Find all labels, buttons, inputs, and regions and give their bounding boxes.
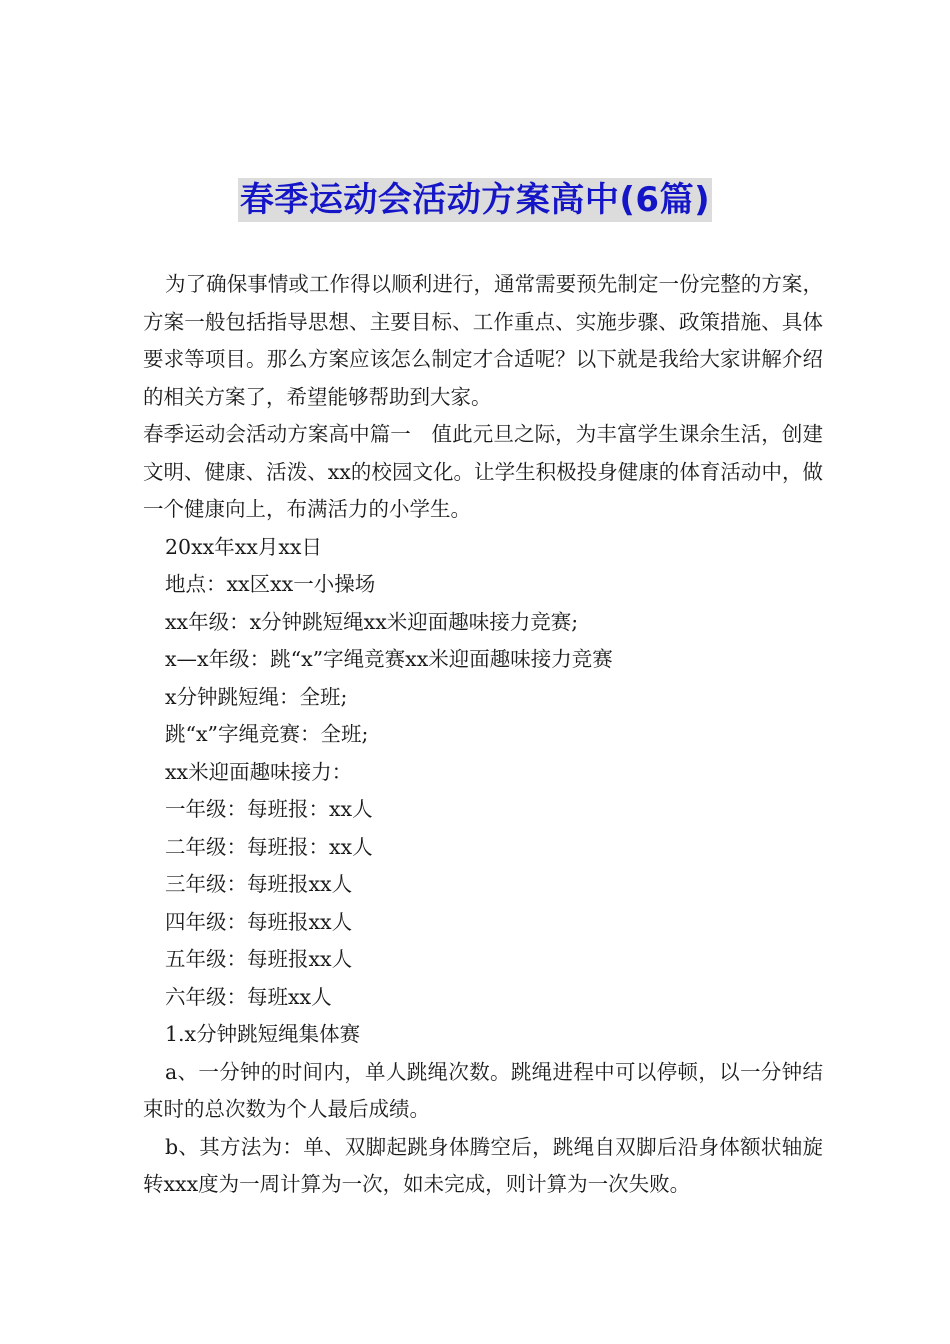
rule-line-3: xx米迎面趣味接力： (165, 759, 353, 784)
grade-line-1: 一年级：每班报：xx人 (165, 797, 373, 821)
document-body (143, 266, 823, 1204)
rule-paragraph-b: b、其方法为：单、双脚起跳身体腾空后，跳绳自双脚后沿身体额状轴旋转xxx度为一周计算为一次，如未完成，则计算为一次失败。 (143, 1134, 823, 1196)
intro-paragraph: 为了确保事情或工作得以顺利进行，通常需要预先制定一份完整的方案，方案一般包括指导思想、主要目标、工作重点、实施步骤、政策措施、具体要求等项目。那么方案应该怎么制定才合适呢？以下就是我给大家讲解介绍的相关方案了，希望能够帮助到大家。 (143, 272, 823, 409)
date-line: 20xx年xx月xx日 (165, 534, 322, 559)
grade-line-5: 五年级：每班报xx人 (165, 947, 353, 971)
rule-line-2: 跳“x”字绳竞赛：全班; (165, 722, 369, 746)
event-line-1: xx年级：x分钟跳短绳xx米迎面趣味接力竞赛; (165, 609, 579, 634)
grade-line-4: 四年级：每班报xx人 (165, 909, 353, 934)
section-one-paragraph: 春季运动会活动方案高中篇一 值此元旦之际，为丰富学生课余生活，创建文明、健康、活泼、xx的校园文化。让学生积极投身健康的体育活动中，做一个健康向上，布满活力的小学生。 (143, 422, 823, 521)
event-line-2: x—x年级：跳“x”字绳竞赛xx米迎面趣味接力竞赛 (165, 647, 613, 671)
rule-paragraph-a: a、一分钟的时间内，单人跳绳次数。跳绳进程中可以停顿，以一分钟结束时的总次数为个人最后成绩。 (143, 1059, 823, 1121)
document-title: 春季运动会活动方案高中(6篇) (239, 180, 711, 220)
grade-line-6: 六年级：每班xx人 (165, 984, 332, 1009)
section-heading-1: 1.x分钟跳短绳集体赛 (165, 1022, 361, 1046)
location-line: 地点：xx区xx一小操场 (165, 572, 376, 596)
grade-line-2: 二年级：每班报：xx人 (165, 834, 373, 859)
grade-line-3: 三年级：每班报xx人 (165, 872, 353, 896)
title-container (0, 178, 950, 222)
rule-line-1: x分钟跳短绳：全班; (165, 684, 348, 709)
